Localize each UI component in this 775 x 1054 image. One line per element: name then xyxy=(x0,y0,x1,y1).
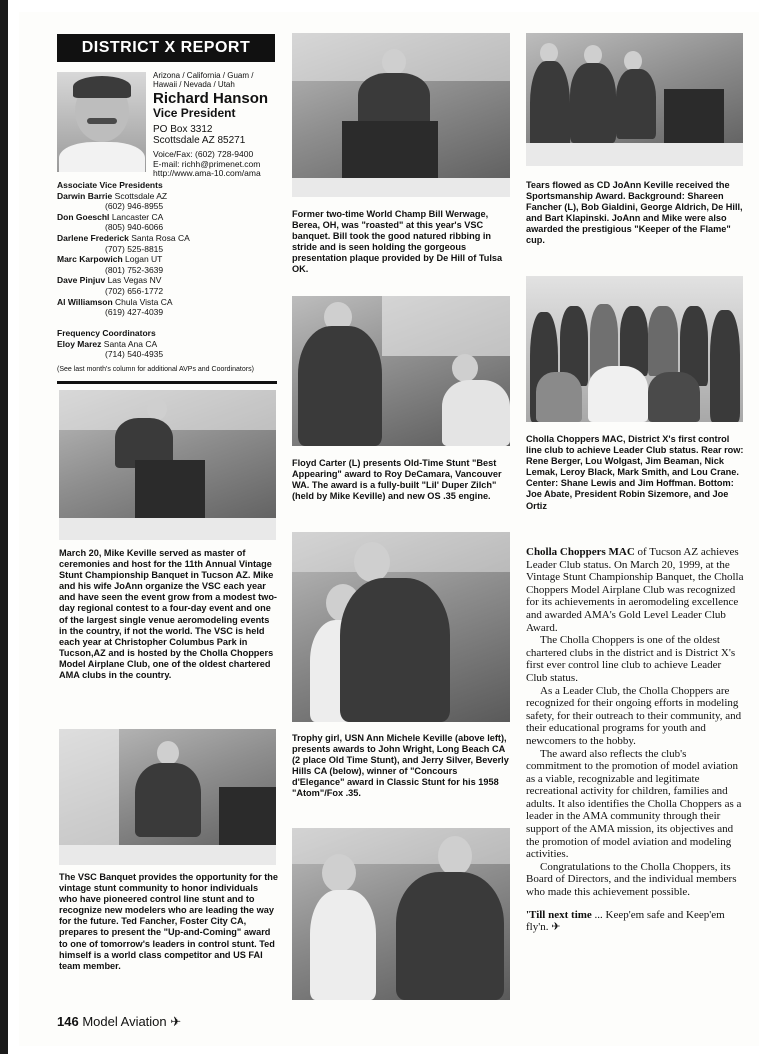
avp-city: Chula Vista CA xyxy=(115,296,173,307)
article-paragraph: The Cholla Choppers is one of the oldest chartered clubs in the district and is District X's first ever control line club to achieve Leader Club status. xyxy=(526,634,736,684)
avp-city: Santa Rosa CA xyxy=(131,232,190,243)
article-lead: Cholla Choppers MAC xyxy=(526,546,635,558)
freq-heading: Frequency Coordinators xyxy=(57,328,156,338)
avp-city: Scottsdale AZ xyxy=(114,190,168,201)
caption-joann-keville: Tears flowed as CD JoAnn Keville received the Sportsmanship Award. Background: Shareen Fancher (L), Bob Gialdini, George Aldrich, De Hill, and Bart Klapinski. JoAnn and Mike were also awarded the prestigious "Keeper of the Flame" cup. xyxy=(526,180,743,246)
article-paragraph xyxy=(526,546,744,634)
article-paragraph: The award also reflects the club's commitment to the promotion of model aviation as a viable, recognizable and legitimate recreational activity for children, families and adults. It also identifies the Cholla Choppers as a leader in the AMA community through their support of the AMA mission, its objectives and the promotion of model aviation and modeling activities. xyxy=(526,747,742,861)
article-closing xyxy=(526,909,744,934)
officer-name: Richard Hanson xyxy=(153,90,269,107)
photo-cholla-choppers-group xyxy=(526,276,743,422)
avp-phone: (707) 525-8815 xyxy=(105,243,164,254)
page-spine xyxy=(0,0,8,1054)
magazine-name: Model Aviation ✈ xyxy=(82,1014,182,1029)
column-banner: DISTRICT X REPORT xyxy=(57,34,275,62)
caption-mike-keville: March 20, Mike Keville served as master of ceremonies and host for the 11th Annual Vintage Stunt Championship Banquet in Tucson AZ. Mike and his wife JoAnn organize the VSC each year and have seen the event grow from a modest two-day regional contest to a four-day event and one of the largest single venue aeromodeling events in the country, if not the world. The VSC is held each year at Christopher Columbus Park in Tucson,AZ and is hosted by the Cholla Choppers Model Airplane Club, one of the oldest chartered AMA clubs in the country. xyxy=(59,548,277,681)
photo-joann-keville xyxy=(526,33,743,166)
officer-address-line1: PO Box 3312 xyxy=(153,124,213,135)
avp-entry xyxy=(57,233,277,244)
avp-city: Las Vegas NV xyxy=(107,275,162,286)
avp-note: (See last month's column for additional AVPs and Coordinators) xyxy=(57,366,254,373)
article-paragraph: As a Leader Club, the Cholla Choppers are recognized for their ongoing efforts in modeling safety, for their outreach to their community, and their educational programs for youth and newcomers to the hobby. xyxy=(526,684,742,747)
officer-portrait xyxy=(57,72,146,172)
closing-rest: ... Keep'em safe and Keep'em fly'n. ✈ xyxy=(526,908,725,934)
avp-name: Dave Pinjuv xyxy=(57,275,106,286)
photo-ted-fancher xyxy=(59,729,276,865)
avp-entry xyxy=(57,254,277,265)
avp-list xyxy=(57,180,277,318)
avp-name: Darlene Frederick xyxy=(57,232,129,243)
article-paragraph: Congratulations to the Cholla Choppers, its Board of Directors, and the individual members who made this achievement possible. xyxy=(526,860,737,899)
photo-mike-keville-podium xyxy=(59,390,276,540)
page-number: 146 xyxy=(57,1014,79,1029)
section-divider xyxy=(57,381,277,384)
avp-city: Lancaster CA xyxy=(111,211,164,222)
photo-floyd-carter xyxy=(292,296,510,446)
officer-voicefax: Voice/Fax: (602) 728-9400 xyxy=(153,149,254,159)
caption-bill-werwage: Former two-time World Champ Bill Werwage, Berea, OH, was "roasted" at this year's VSC banquet. Bill took the good natured ribbing in stride and is seen holding the gorgeous presentation plaque provided by De Hill of Tulsa OK. xyxy=(292,209,503,275)
photo-bill-werwage xyxy=(292,33,510,197)
caption-ted-fancher: The VSC Banquet provides the opportunity for the vintage stunt community to honor individuals who have pioneered control line stunt and to recognize new modelers who are leading the way for the future. Ted Fancher, Foster City CA, prepares to present the "Up-and-Coming" award to one of tomorrow's leaders in control stunt. Ted himself is a world class competitor and US FAI team member. xyxy=(59,872,278,971)
freq-phone: (714) 540-4935 xyxy=(105,349,164,360)
officer-info xyxy=(153,71,278,179)
photo-trophy-girl xyxy=(292,532,510,722)
photo-jerry-silver xyxy=(292,828,510,1000)
officer-regions: Arizona / California / Guam / Hawaii / Nevada / Utah xyxy=(153,71,254,89)
avp-entry xyxy=(57,275,277,286)
frequency-coordinators xyxy=(57,328,277,360)
freq-name: Eloy Marez xyxy=(57,338,102,349)
page-footer xyxy=(57,1014,181,1030)
avp-name: Don Goeschl xyxy=(57,211,110,222)
caption-cholla-choppers: Cholla Choppers MAC, District X's first control line club to achieve Leader Club status. Rear row: Rene Berger, Lou Wolgast, Jim Beaman, Nick Lemak, Leroy Black, Mark Smith, and Lou Crane. Center: Shane Lewis and Jim Hoffman. Bottom: Joe Abate, President Robin Sizemore, and Joe Ortiz xyxy=(526,434,744,511)
avp-name: Al Williamson xyxy=(57,296,113,307)
avp-heading: Associate Vice Presidents xyxy=(57,180,163,190)
officer-web: http://www.ama-10.com/ama xyxy=(153,168,261,178)
avp-phone: (702) 656-1772 xyxy=(105,285,164,296)
officer-title: Vice President xyxy=(153,106,236,120)
avp-phone: (805) 940-6066 xyxy=(105,222,164,233)
avp-phone: (602) 946-8955 xyxy=(105,201,164,212)
officer-email: E-mail: richh@primenet.com xyxy=(153,158,261,169)
avp-entry xyxy=(57,191,277,202)
closing-lead: 'Till next time xyxy=(526,908,592,921)
avp-phone: (801) 752-3639 xyxy=(105,264,164,275)
caption-floyd-carter: Floyd Carter (L) presents Old-Time Stunt "Best Appearing" award to Roy DeCamara, Vancouver WA. The award is a fully-built "Lil' Duper Zilch" (held by Mike Keville) and new OS .35 engine. xyxy=(292,458,502,502)
avp-name: Darwin Barrie xyxy=(57,190,113,201)
avp-entry xyxy=(57,212,277,223)
freq-city: Santa Ana CA xyxy=(103,338,158,349)
avp-phone: (619) 427-4039 xyxy=(105,307,164,318)
article-lead-rest: of Tucson AZ achieves Leader Club status. On March 20, 1999, at the Vintage Stunt Championship Banquet, the Cholla Choppers Model Airplane Club was recognized for its achievements in aeromodeling excellence and awarded AMA's Gold Level Leader Club Award. xyxy=(526,546,744,634)
avp-city: Logan UT xyxy=(125,254,163,265)
avp-name: Marc Karpowich xyxy=(57,254,123,265)
officer-address-line2: Scottsdale AZ 85271 xyxy=(153,135,246,146)
caption-trophy-girl: Trophy girl, USN Ann Michele Keville (above left), presents awards to John Wright, Long Beach CA (2 place Old Time Stunt), and Jerry Silver, Beverly Hills CA (below), winner of "Concours d'Elegance" award in Classic Stunt for his 1958 "Atom"/Fox .35. xyxy=(292,733,509,799)
avp-entry xyxy=(57,297,277,308)
article-cholla-leader-club xyxy=(526,546,744,934)
